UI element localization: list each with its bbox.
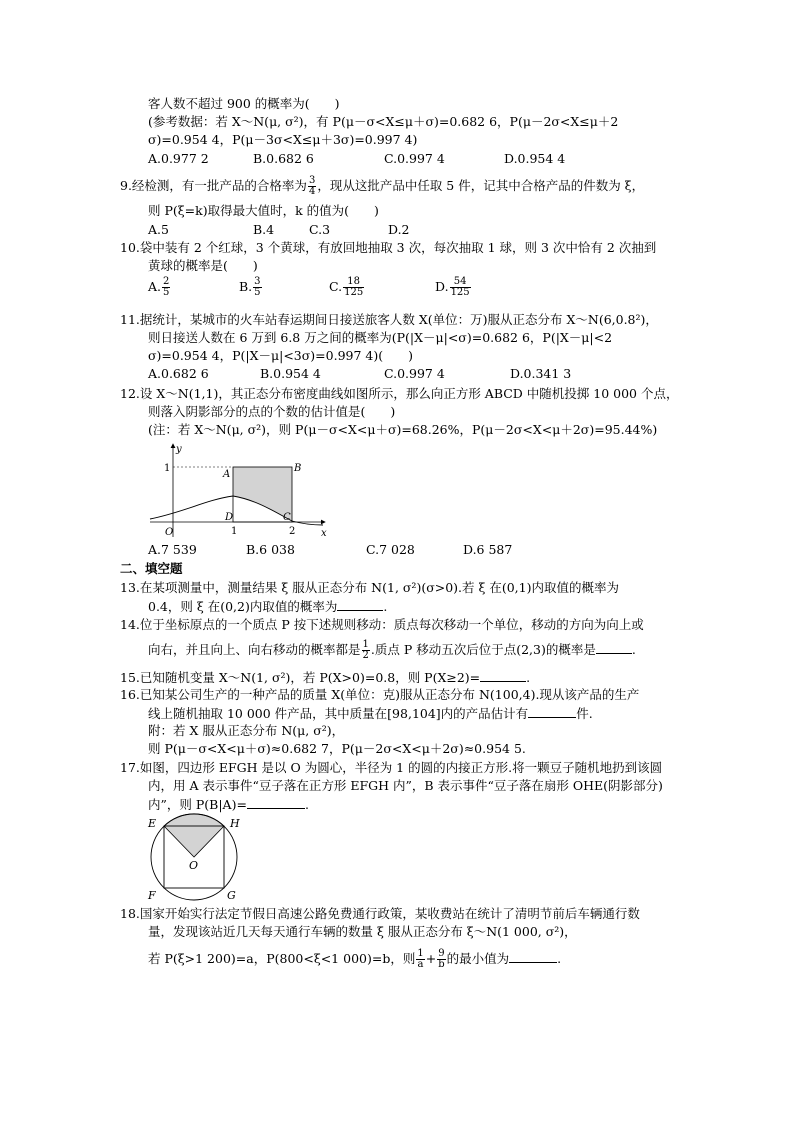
q12-option-a: A.7 539 — [148, 542, 197, 557]
q10-option-c — [329, 277, 365, 298]
q8-line1: 客人数不超过 900 的概率为( ) — [148, 96, 340, 111]
q9-text-a: 9.经检测，有一批产品的合格率为 — [120, 178, 307, 193]
fig12-label-b: B — [294, 463, 302, 474]
fig12-label-x: x — [321, 528, 327, 539]
q17-line3 — [148, 796, 309, 812]
q11-line1: 11.据统计，某城市的火车站春运期间日接送旅客人数 X(单位：万)服从正态分布 X～N(6,0.8²)， — [120, 312, 658, 327]
q14-fraction — [362, 640, 370, 661]
q11-option-d: D.0.341 3 — [510, 366, 572, 381]
q18-text-a: 若 P(ξ>1 200)=a，P(800<ξ<1 000)=b，则 — [148, 951, 416, 966]
q10-options — [0, 277, 794, 307]
q18-line3 — [148, 949, 561, 970]
q18-plus: + — [425, 951, 437, 966]
fig17-label-o: O — [189, 859, 199, 872]
q8-option-d: D.0.954 4 — [504, 151, 566, 166]
q18-fraction-2 — [437, 949, 445, 970]
circle-square-figure — [142, 812, 252, 902]
q14-frac-den: 2 — [362, 650, 369, 661]
q10-a-frac — [162, 277, 170, 298]
q18-answer-blank[interactable] — [509, 950, 557, 963]
q12-option-d: D.6 587 — [463, 542, 513, 557]
q9-option-a: A.5 — [148, 222, 169, 237]
q13-end: . — [383, 599, 388, 614]
q11-option-a: A.0.682 6 — [148, 366, 209, 381]
q13-line2 — [148, 598, 387, 614]
q14-text-a: 向右，并且向上、向右移动的概率都是 — [148, 642, 361, 657]
q12-line1: 12.设 X～N(1,1)，其正态分布密度曲线如图所示，那么向正方形 ABCD 中随机投掷 10 000 个点， — [120, 386, 679, 401]
fig12-label-d: D — [225, 512, 234, 523]
q10-b-label: B. — [239, 279, 253, 294]
q9-option-c: C.3 — [309, 222, 331, 237]
q16-end: 件. — [576, 706, 593, 721]
q9-line1 — [120, 176, 644, 197]
q14-answer-blank[interactable] — [596, 641, 632, 654]
q10-a-num: 2 — [163, 276, 170, 287]
shaded-sector-ohe — [164, 814, 224, 857]
fig12-label-y: y — [176, 444, 182, 455]
q11-options — [0, 366, 794, 381]
fig17-label-h: H — [230, 817, 240, 830]
q15-line1 — [120, 669, 530, 685]
q18-f1-den: a — [417, 959, 424, 970]
q18-fraction-1 — [416, 949, 424, 970]
q10-option-a — [148, 277, 171, 298]
fig17-label-f: F — [148, 889, 156, 902]
fig12-label-2x: 2 — [289, 526, 296, 537]
q14-line2 — [148, 640, 636, 661]
q12-option-b: B.6 038 — [246, 542, 295, 557]
q12-line3: (注：若 X～N(μ, σ²)，则 P(μ－σ<X<μ＋σ)=68.26%，P(μ－2σ<X<μ＋2σ)=95.44%) — [148, 422, 658, 437]
q10-option-d — [435, 277, 472, 298]
q10-c-frac — [343, 277, 364, 298]
q16-line3: 附：若 X 服从正态分布 N(μ, σ²)， — [148, 723, 345, 738]
q10-d-label: D. — [435, 279, 449, 294]
q8-option-b: B.0.682 6 — [253, 151, 314, 166]
q17-answer-blank[interactable] — [247, 796, 305, 809]
q9-fraction — [308, 176, 316, 197]
q10-line2: 黄球的概率是( ) — [148, 258, 258, 273]
q16-line1: 16.已知某公司生产的一种产品的质量 X(单位：克)服从正态分布 N(100,4).现从该产品的生产 — [120, 687, 640, 702]
q8-line3: σ)=0.954 4，P(μ－3σ<X≤μ＋3σ)=0.997 4) — [148, 132, 418, 147]
q13-text: 0.4，则 ξ 在(0,2)内取值的概率为 — [148, 599, 338, 614]
q15-answer-blank[interactable] — [480, 669, 526, 682]
q13-line1: 13.在某项测量中，测量结果 ξ 服从正态分布 N(1, σ²)(σ>0).若 ξ 在(0,1)内取值的概率为 — [120, 580, 619, 595]
q16-answer-blank[interactable] — [528, 705, 576, 718]
q16-line2 — [148, 705, 593, 721]
fig12-label-1y: 1 — [164, 463, 171, 474]
q11-line3: σ)=0.954 4，P(|X－μ|<3σ)=0.997 4)( ) — [148, 348, 413, 363]
q18-f2-den: b — [438, 959, 445, 970]
fig12-label-a: A — [223, 469, 231, 480]
q16-text: 线上随机抽取 10 000 件产品，其中质量在[98,104]内的产品估计有 — [148, 706, 529, 721]
fig12-label-1x: 1 — [231, 526, 238, 537]
normal-curve-figure — [145, 440, 335, 540]
q10-c-label: C. — [329, 279, 343, 294]
q10-d-num: 54 — [450, 277, 471, 288]
q10-b-frac — [253, 277, 261, 298]
q12-line2: 则落入阴影部分的点的个数的估计值是( ) — [148, 404, 396, 419]
q10-a-label: A. — [148, 279, 162, 294]
q11-option-c: C.0.997 4 — [384, 366, 445, 381]
q17-text: 内”，则 P(B|A)= — [148, 797, 247, 812]
q8-option-c: C.0.997 4 — [384, 151, 445, 166]
q10-c-den: 125 — [344, 287, 364, 298]
q17-end: . — [304, 797, 309, 812]
q10-a-den: 5 — [163, 287, 170, 298]
q8-option-a: A.0.977 2 — [148, 151, 209, 166]
q9-option-d: D.2 — [388, 222, 410, 237]
q8-options — [0, 151, 794, 166]
fig17-label-g: G — [227, 889, 236, 902]
q17-line1: 17.如图，四边形 EFGH 是以 O 为圆心，半径为 1 的圆的内接正方形.将一颗豆子随机地扔到该圆 — [120, 760, 663, 775]
fig12-label-c: C — [283, 512, 291, 523]
q18-line1: 18.国家开始实行法定节假日高速公路免费通行政策，某收费站在统计了清明节前后车辆通行数 — [120, 906, 640, 921]
q10-option-b — [239, 277, 263, 298]
q13-answer-blank[interactable] — [337, 598, 383, 611]
q10-d-den: 125 — [450, 287, 470, 298]
q18-line2: 量，发现该站近几天每天通行车辆的数量 ξ 服从正态分布 ξ～N(1 000, σ²)， — [148, 924, 577, 939]
q10-d-frac — [450, 277, 471, 298]
q9-frac-num: 3 — [308, 175, 316, 186]
section-title-fill-blank: 二、填空题 — [120, 561, 183, 576]
q15-end: . — [526, 670, 531, 685]
q16-line4: 则 P(μ－σ<X<μ＋σ)≈0.682 7，P(μ－2σ<X<μ＋2σ)≈0.954 5. — [148, 741, 526, 756]
fig12-label-o: O — [165, 527, 174, 538]
q15-text: 15.已知随机变量 X～N(1, σ²)，若 P(X>0)=0.8，则 P(X≥2)= — [120, 670, 481, 685]
q10-b-num: 3 — [254, 276, 261, 287]
q17-line2: 内，用 A 表示事件“豆子落在正方形 EFGH 内”，B 表示事件“豆子落在扇形 OHE(阴影部分) — [148, 778, 663, 793]
fig17-label-e: E — [148, 817, 157, 830]
q14-end: . — [631, 642, 636, 657]
q14-text-b: .质点 P 移动五次后位于点(2,3)的概率是 — [370, 642, 596, 657]
q10-c-num: 18 — [343, 277, 364, 288]
q12-option-c: C.7 028 — [366, 542, 415, 557]
q9-options — [0, 222, 794, 237]
q11-line2: 则日接送人数在 6 万到 6.8 万之间的概率为(P(|X－μ|<σ)=0.682 6，P(|X－μ|<2 — [148, 330, 613, 345]
density-curve — [150, 496, 323, 525]
q14-line1: 14.位于坐标原点的一个质点 P 按下述规则移动：质点每次移动一个单位，移动的方向为向上或 — [120, 617, 644, 632]
q18-f1-num: 1 — [417, 948, 424, 959]
q18-f2-num: 9 — [438, 948, 445, 959]
q10-b-den: 5 — [254, 287, 261, 298]
q18-end: . — [557, 951, 562, 966]
q14-frac-num: 1 — [362, 639, 369, 650]
q9-frac-den: 4 — [308, 186, 316, 197]
q9-text-b: ，现从这批产品中任取 5 件，记其中合格产品的件数为 ξ， — [317, 178, 645, 193]
q9-option-b: B.4 — [253, 222, 275, 237]
q8-line2: (参考数据：若 X～N(μ, σ²)，有 P(μ－σ<X≤μ＋σ)=0.682 6，P(μ－2σ<X≤μ＋2 — [148, 114, 619, 129]
q18-text-b: 的最小值为 — [446, 951, 510, 966]
q10-line1: 10.袋中装有 2 个红球，3 个黄球，有放回地抽取 3 次，每次抽取 1 球，则 3 次中恰有 2 次抽到 — [120, 240, 657, 255]
q12-options — [0, 542, 794, 557]
q9-line2: 则 P(ξ=k)取得最大值时，k 的值为( ) — [148, 203, 379, 218]
q11-option-b: B.0.954 4 — [260, 366, 321, 381]
